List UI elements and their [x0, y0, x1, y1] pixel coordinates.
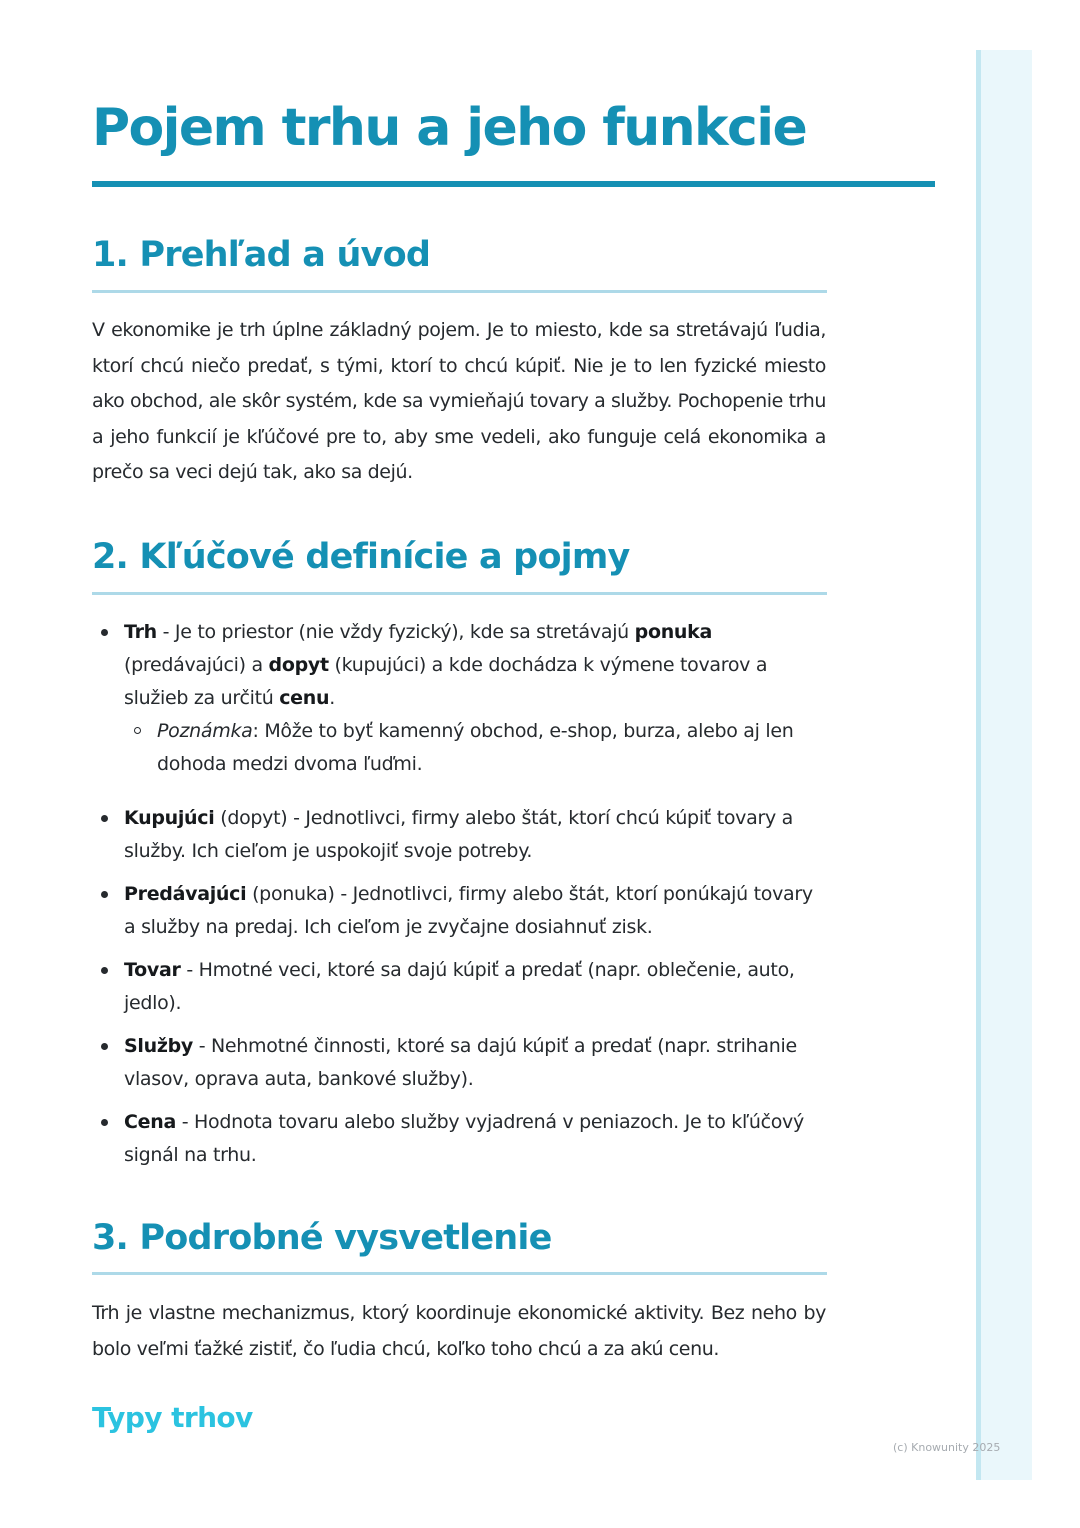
page-side-band — [976, 50, 1032, 1480]
copyright-footer: (c) Knowunity 2025 — [893, 1441, 1001, 1454]
section-divider-overview — [92, 290, 827, 293]
definition-term: Trh — [124, 621, 157, 643]
definition-item-cena — [124, 1106, 824, 1172]
definition-item-tovar — [124, 954, 824, 1020]
overview-paragraph: V ekonomike je trh úplne základný pojem. Je to miesto, kde sa stretávajú ľudia, ktorí chcú niečo predať, s tými, ktorí to chcú kúpiť. Nie je to len fyzické miesto ako obchod, ale skôr systém, kde sa vymieňajú tovary a služby. Pochopenie trhu a jeho funkcií je kľúčové pre to, aby sme vedeli, ako funguje celá ekonomika a prečo sa veci dejú tak, ako sa dejú. — [92, 319, 826, 483]
definition-term: Kupujúci — [124, 807, 215, 829]
definition-bold: dopyt — [268, 654, 329, 676]
explanation-paragraph: Trh je vlastne mechanizmus, ktorý koordinuje ekonomické aktivity. Bez neho by bolo veľmi ťažké zistiť, čo ľudia chcú, koľko toho chcú a za akú cenu. — [92, 1302, 826, 1360]
definition-item-sluzby — [124, 1030, 824, 1096]
definition-term: Tovar — [124, 959, 181, 981]
page-side-band-edge — [976, 50, 981, 1480]
note-text: : Môže to byť kamenný obchod, e-shop, burza, alebo aj len dohoda medzi dvoma ľuďmi. — [157, 720, 794, 775]
definition-text: (dopyt) - Jednotlivci, firmy alebo štát, ktorí chcú kúpiť tovary a služby. Ich cieľom je uspokojiť svoje potreby. — [124, 807, 793, 862]
section-divider-definitions — [92, 592, 827, 595]
definition-item-trh — [124, 616, 824, 781]
title-divider — [92, 181, 935, 187]
section-heading-overview: 1. Prehľad a úvod — [92, 235, 431, 275]
definition-sublist — [124, 715, 824, 781]
note-label: Poznámka — [157, 720, 253, 742]
definition-bold: cenu — [279, 687, 330, 709]
definition-text: - Hodnota tovaru alebo služby vyjadrená v peniazoch. Je to kľúčový signál na trhu. — [124, 1111, 804, 1166]
definition-text: (kupujúci) a kde dochádza k výmene tovarov a služieb za určitú — [124, 654, 768, 709]
definition-term: Služby — [124, 1035, 193, 1057]
definition-bold: ponuka — [634, 621, 713, 643]
definition-term: Cena — [124, 1111, 176, 1133]
definitions-list — [124, 616, 824, 1182]
definition-text: (ponuka) - Jednotlivci, firmy alebo štát, ktorí ponúkajú tovary a služby na predaj. Ich cieľom je zvyčajne dosiahnuť zisk. — [124, 883, 813, 938]
definition-text: - Hmotné veci, ktoré sa dajú kúpiť a predať (napr. oblečenie, auto, jedlo). — [124, 959, 795, 1014]
document-title: Pojem trhu a jeho funkcie — [92, 98, 807, 158]
section-divider-explanation — [92, 1272, 827, 1275]
definition-text: . — [329, 687, 335, 709]
subheading-market-types: Typy trhov — [92, 1401, 253, 1434]
definition-note — [157, 715, 824, 781]
section-heading-explanation: 3. Podrobné vysvetlenie — [92, 1218, 552, 1258]
definition-term: Predávajúci — [124, 883, 247, 905]
definition-text: - Je to priestor (nie vždy fyzický), kde sa stretávajú — [156, 621, 635, 643]
definition-text: (predávajúci) a — [124, 654, 269, 676]
definition-item-kupujuci — [124, 802, 824, 868]
definition-item-predavajuci — [124, 878, 824, 944]
definition-text: - Nehmotné činnosti, ktoré sa dajú kúpiť a predať (napr. strihanie vlasov, oprava auta, bankové služby). — [124, 1035, 797, 1090]
section-heading-definitions: 2. Kľúčové definície a pojmy — [92, 537, 630, 577]
